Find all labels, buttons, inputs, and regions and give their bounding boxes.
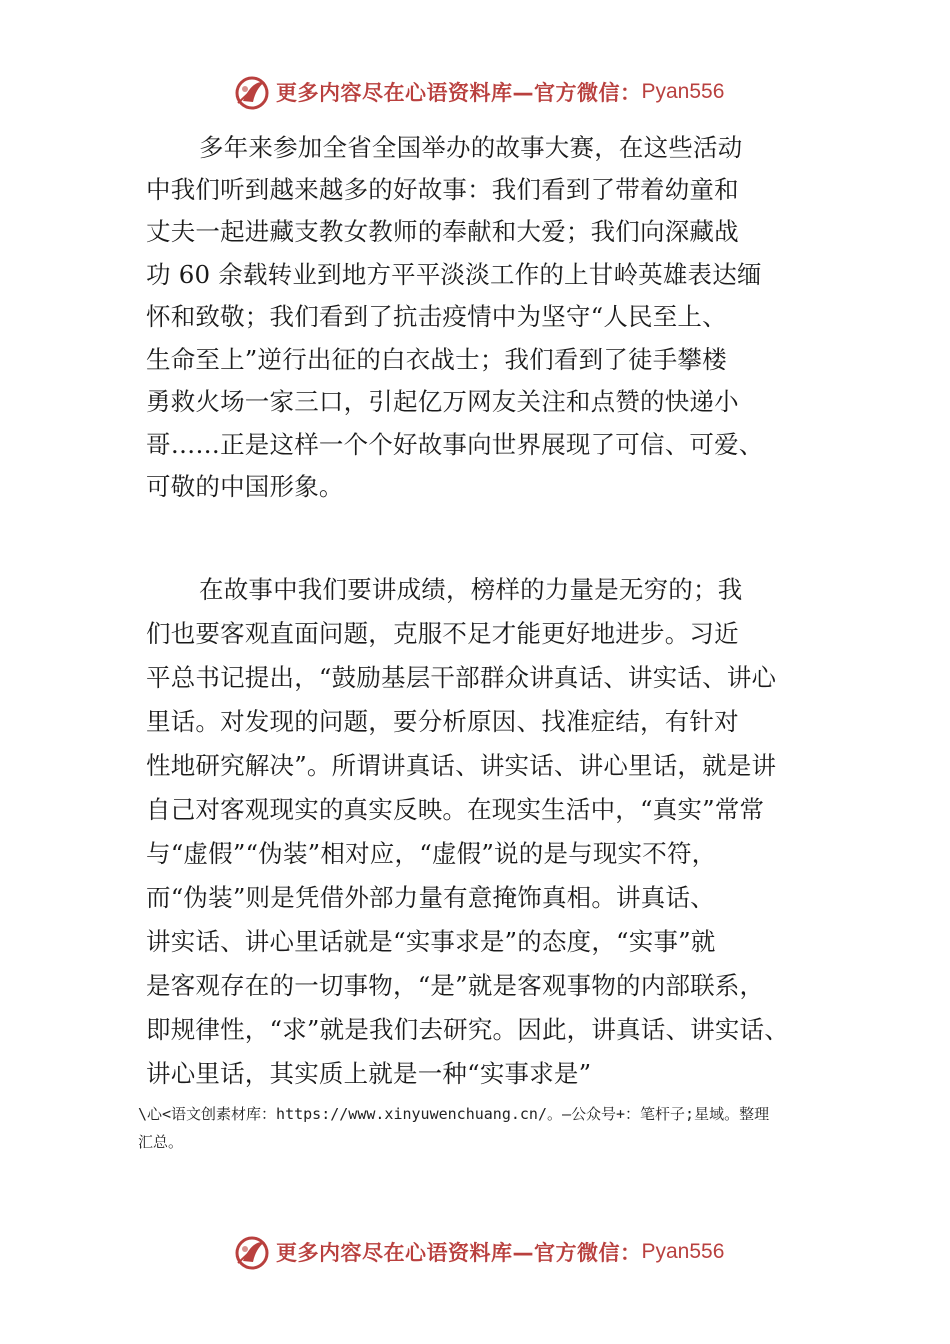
footer-banner	[232, 1232, 724, 1272]
text-line: 自己对客观现实的真实反映。在现实生活中，“真实”常常	[146, 795, 765, 824]
text-line: 而“伪装”则是凭借外部力量有意掩饰真相。讲真话、	[146, 883, 715, 912]
banner-text: 更多内容尽在心语资料库—官方微信：	[276, 1241, 642, 1265]
text-line: 中我们听到越来越多的好故事：我们看到了带着幼童和	[146, 175, 739, 204]
text-line: 里话。对发现的问题，要分析原因、找准症结，有针对	[146, 707, 739, 736]
source-note-line: 汇总。	[138, 1133, 184, 1151]
text-line: 怀和致敬；我们看到了抗击疫情中为坚守“人民至上、	[146, 302, 727, 331]
banner-wechat-id: Pyan556	[641, 1240, 725, 1263]
text-line: 性地研究解决”。所谓讲真话、讲实话、讲心里话，就是讲	[146, 751, 777, 780]
text-line: 们也要客观直面问题，克服不足才能更好地进步。习近	[146, 619, 739, 648]
text-line: 多年来参加全省全国举办的故事大赛，在这些活动	[199, 133, 743, 162]
source-note-line: \心<语文创素材库：https://www.xinyuwenchuang.cn/。—公众号+：笔杆子;星域。整理	[138, 1105, 770, 1123]
text-line: 即规律性，“求”就是我们去研究。因此，讲真话、讲实话、	[146, 1015, 789, 1044]
text-line: 哥……正是这样一个个好故事向世界展现了可信、可爱、	[146, 430, 764, 459]
text-line: 可敬的中国形象。	[146, 472, 344, 501]
banner-wechat-id: Pyan556	[641, 80, 725, 103]
text-line: 讲心里话，其实质上就是一种“实事求是”	[146, 1059, 592, 1088]
header-banner	[232, 72, 724, 112]
text-line: 勇救火场一家三口，引起亿万网友关注和点赞的快递小	[146, 387, 739, 416]
text-line: 功 60 余载转业到地方平平淡淡工作的上甘岭英雄表达缅	[146, 260, 762, 289]
text-line: 生命至上”逆行出征的白衣战士；我们看到了徒手攀楼	[146, 345, 727, 374]
text-line: 是客观存在的一切事物，“是”就是客观事物的内部联系，	[146, 971, 765, 1000]
banner-text: 更多内容尽在心语资料库—官方微信：	[276, 81, 642, 105]
text-line: 在故事中我们要讲成绩，榜样的力量是无穷的；我	[199, 575, 743, 604]
text-line: 讲实话、讲心里话就是“实事求是”的态度，“实事”就	[146, 927, 716, 956]
text-line: 丈夫一起进藏支教女教师的奉献和大爱；我们向深藏战	[146, 217, 739, 246]
brand-logo-icon	[232, 1232, 272, 1272]
text-line: 与“虚假”“伪装”相对应，“虚假”说的是与现实不符，	[146, 839, 717, 868]
brand-logo-icon	[232, 72, 272, 112]
text-line: 平总书记提出，“鼓励基层干部群众讲真话、讲实话、讲心	[146, 663, 777, 692]
